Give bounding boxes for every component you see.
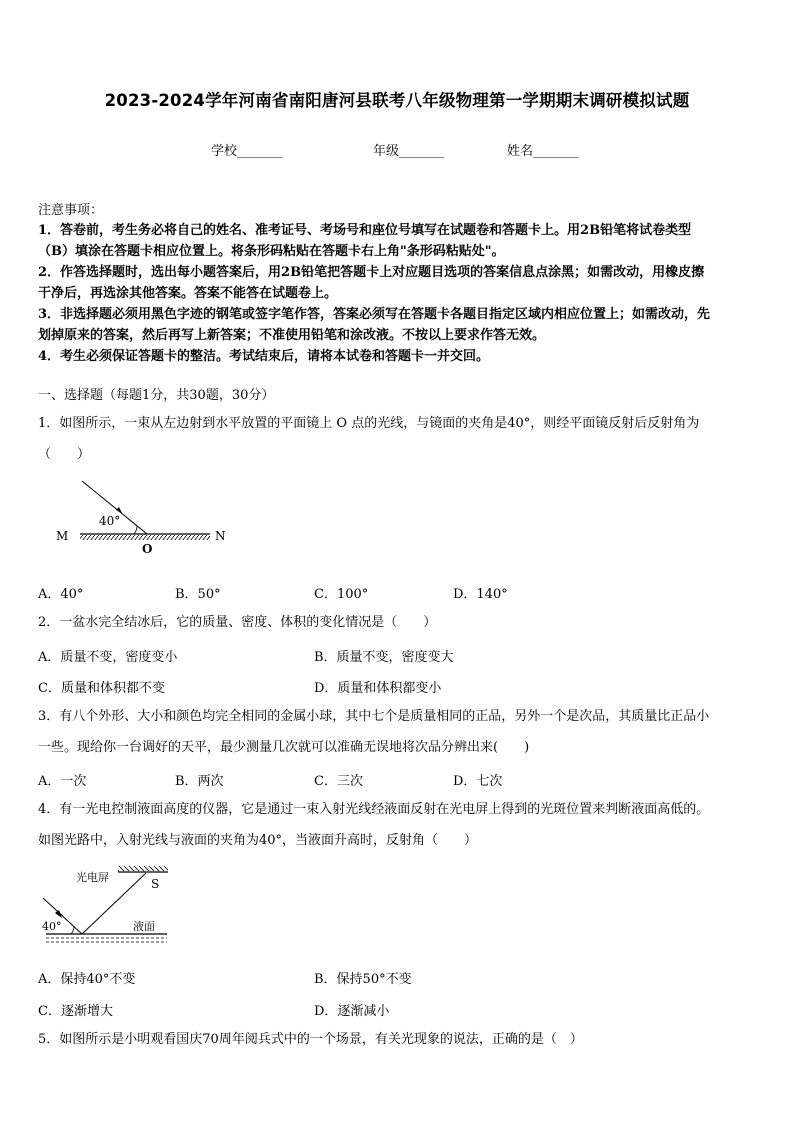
option-c: C．三次 bbox=[314, 774, 363, 789]
notice-line: 4．考生必须保证答题卡的整洁。考试结束后，请将本试卷和答题卡一并交回。 bbox=[38, 349, 490, 364]
option-a: A．质量不变，密度变小 bbox=[38, 650, 178, 665]
question-text: 3．有八个外形、大小和颜色均完全相同的金属小球，其中七个是质量相同的正品，另外一个是次品，其质量比正品小 bbox=[38, 709, 710, 724]
label-n: N bbox=[215, 529, 226, 543]
notice-line: 3．非选择题必须用黑色字迹的钢笔或签字笔作答，答案必须写在答题卡各题目指定区域内相应位置上；如需改动，先 bbox=[38, 307, 711, 322]
option-c: C．100° bbox=[314, 587, 369, 602]
notice-line: （B）填涂在答题卡相应位置上。将条形码粘贴在答题卡右上角"条形码粘贴处"。 bbox=[38, 244, 505, 259]
label-o: O bbox=[142, 542, 153, 556]
question-text: 如图光路中，入射光线与液面的夹角为40°，当液面升高时，反射角（ ） bbox=[38, 833, 478, 848]
angle-arc bbox=[134, 526, 137, 534]
question-text: （ ） bbox=[38, 447, 91, 462]
school-field: 学校_______ bbox=[211, 144, 283, 159]
angle-label: 40° bbox=[42, 920, 62, 933]
option-d: D．七次 bbox=[453, 774, 503, 789]
question-text: 4．有一光电控制液面高度的仪器，它是通过一束入射光线经液面反射在光电屏上得到的光斑位置来判断液面高低的。 bbox=[38, 802, 710, 817]
mirror-reflection-figure bbox=[50, 476, 240, 558]
option-b: B．质量不变，密度变大 bbox=[314, 650, 454, 665]
question-text: 5．如图所示是小明观看国庆70周年阅兵式中的一个场景，有关光现象的说法，正确的是（ ） bbox=[38, 1032, 583, 1047]
question-text: 一些。现给你一台调好的天平，最少测量几次就可以准确无误地将次品分辨出来( ) bbox=[38, 740, 530, 755]
option-a: A．40° bbox=[38, 587, 84, 602]
page-title: 2023-2024学年河南省南阳唐河县联考八年级物理第一学期期末调研模拟试题 bbox=[104, 91, 690, 110]
option-b: B．保持50°不变 bbox=[314, 972, 412, 987]
ray-arrow bbox=[116, 507, 122, 513]
liquid-level-figure bbox=[40, 862, 175, 948]
screen-label: 光电屏 bbox=[76, 871, 109, 884]
name-field: 姓名_______ bbox=[507, 144, 579, 159]
option-b: B．50° bbox=[175, 587, 221, 602]
notice-line: 干净后，再选涂其他答案。答案不能答在试题卷上。 bbox=[38, 286, 338, 301]
option-b: B．两次 bbox=[175, 774, 224, 789]
grade-field: 年级_______ bbox=[373, 144, 445, 159]
screen-hatching bbox=[118, 866, 168, 871]
label-m: M bbox=[56, 529, 69, 543]
option-a: A．一次 bbox=[38, 774, 87, 789]
notice-line: 划掉原来的答案，然后再写上新答案；不准使用铅笔和涂改液。不按以上要求作答无效。 bbox=[38, 328, 546, 343]
angle-label: 40° bbox=[99, 514, 121, 528]
mirror-hatching bbox=[80, 535, 210, 540]
question-text: 2．一盆水完全结冰后，它的质量、密度、体积的变化情况是（ ） bbox=[38, 615, 437, 630]
liquid-label: 液面 bbox=[133, 920, 155, 933]
section-heading: 一、选择题（每题1分，共30题，30分） bbox=[38, 388, 275, 403]
question-text: 1．如图所示，一束从左边射到水平放置的平面镜上 O 点的光线，与镜面的夹角是40°，则经平面镜反射后反射角为 bbox=[38, 416, 700, 431]
option-d: D．质量和体积都变小 bbox=[314, 681, 442, 696]
option-a: A．保持40°不变 bbox=[38, 972, 136, 987]
option-d: D．逐渐减小 bbox=[314, 1004, 390, 1019]
option-d: D．140° bbox=[453, 587, 508, 602]
option-c: C．质量和体积都不变 bbox=[38, 681, 165, 696]
option-c: C．逐渐增大 bbox=[38, 1004, 113, 1019]
notice-line: 1．答卷前，考生务必将自己的姓名、准考证号、考场号和座位号填写在试题卷和答题卡上。用2B铅笔将试卷类型 bbox=[38, 223, 692, 238]
notice-heading: 注意事项： bbox=[38, 203, 104, 218]
label-s: S bbox=[151, 877, 160, 891]
notice-line: 2．作答选择题时，选出每小题答案后，用2B铅笔把答题卡上对应题目选项的答案信息点涂黑；如需改动，用橡皮擦 bbox=[38, 265, 705, 280]
angle-arc bbox=[71, 926, 74, 934]
